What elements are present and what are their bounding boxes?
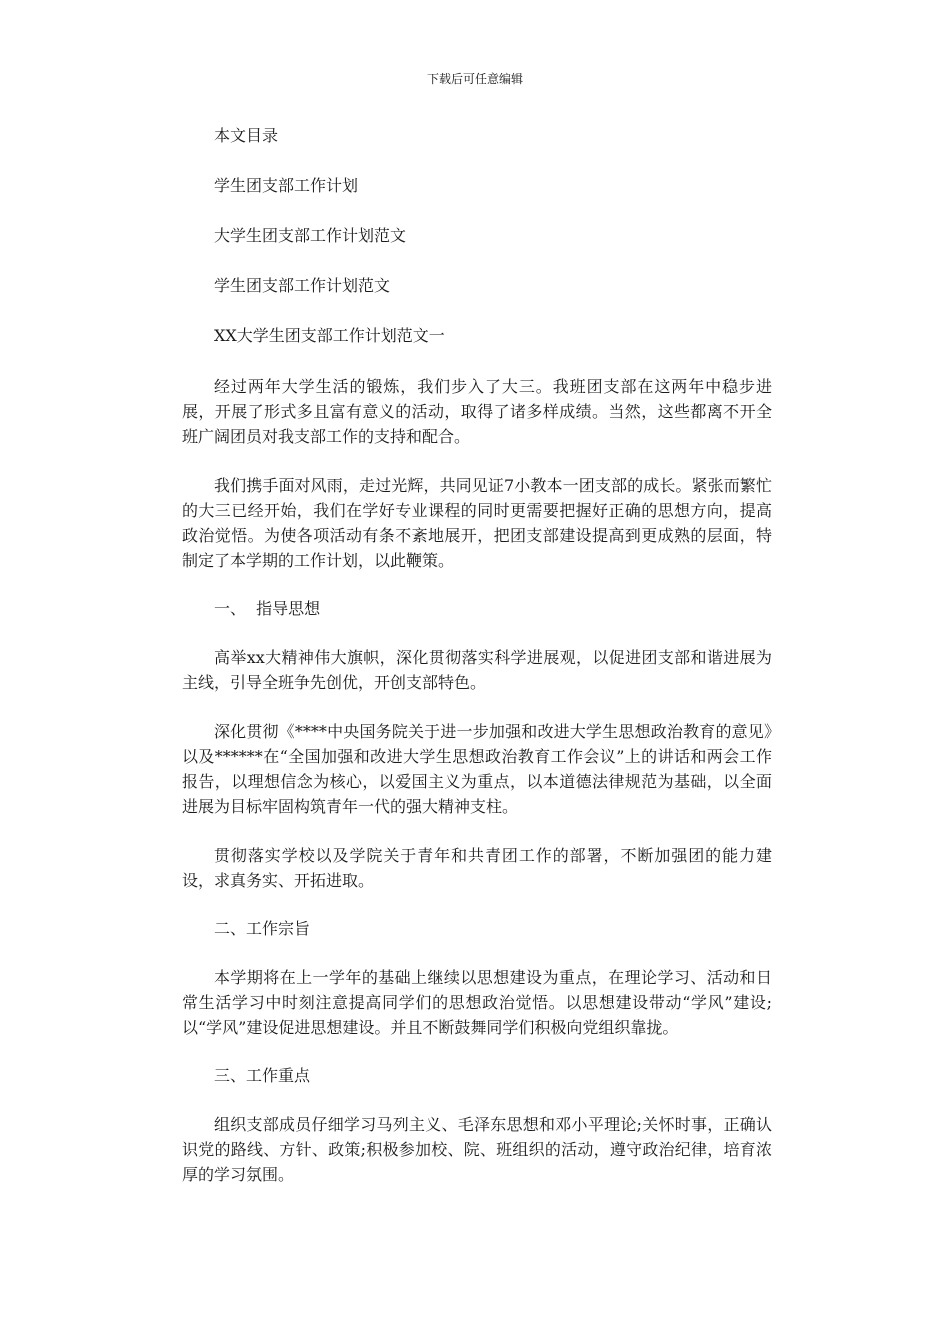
section-heading-guiding-ideology: 一、 指导思想: [214, 599, 321, 618]
intro-paragraph: 经过两年大学生活的锻炼，我们步入了大三。我班团支部在这两年中稳步进展，开展了形式多且富有意义的活动，取得了诸多样成绩。当然，这些都离不开全班广阔团员对我支部工作的支持和配合。: [182, 377, 772, 446]
section-heading-work-purpose: 二、工作宗旨: [214, 919, 311, 938]
toc-item: 学生团支部工作计划范文: [214, 276, 391, 295]
toc-title: 本文目录: [214, 126, 279, 145]
section-heading-work-focus: 三、工作重点: [214, 1066, 311, 1085]
header-note: 下载后可任意编辑: [426, 72, 523, 86]
section-paragraph: 深化贯彻《****中央国务院关于进一步加强和改进大学生思想政治教育的意见》以及******在“全国加强和改进大学生思想政治教育工作会议”上的讲话和两会工作报告，以理想信念为核心，以爱国主义为重点，以本道德法律规范为基础，以全面进展为目标牢固构筑青年一代的强大精神支柱。: [182, 722, 772, 816]
section-paragraph: 本学期将在上一学年的基础上继续以思想建设为重点，在理论学习、活动和日常生活学习中时刻注意提高同学们的思想政治觉悟。以思想建设带动“学风”建设;以“学风”建设促进思想建设。并且不断鼓舞同学们积极向党组织靠拢。: [182, 968, 772, 1037]
document-body: [182, 124, 772, 1187]
section-paragraph: 高举xx大精神伟大旗帜，深化贯彻落实科学进展观，以促进团支部和谐进展为主线，引导全班争先创优，开创支部特色。: [182, 648, 772, 692]
section-paragraph: 贯彻落实学校以及学院关于青年和共青团工作的部署，不断加强团的能力建设，求真务实、开拓进取。: [182, 846, 772, 890]
intro-paragraph: 我们携手面对风雨，走过光辉，共同见证7小教本一团支部的成长。紧张而繁忙的大三已经开始，我们在学好专业课程的同时更需要把握好正确的思想方向，提高政治觉悟。为使各项活动有条不紊地展开，把团支部建设提高到更成熟的层面，特制定了本学期的工作计划，以此鞭策。: [182, 476, 772, 570]
article-title: XX大学生团支部工作计划范文一: [214, 326, 445, 345]
toc-item: 大学生团支部工作计划范文: [214, 226, 407, 245]
toc-item: 学生团支部工作计划: [214, 176, 359, 195]
section-paragraph: 组织支部成员仔细学习马列主义、毛泽东思想和邓小平理论;关怀时事，正确认识党的路线、方针、政策;积极参加校、院、班组织的活动，遵守政治纪律，培育浓厚的学习氛围。: [182, 1115, 772, 1184]
